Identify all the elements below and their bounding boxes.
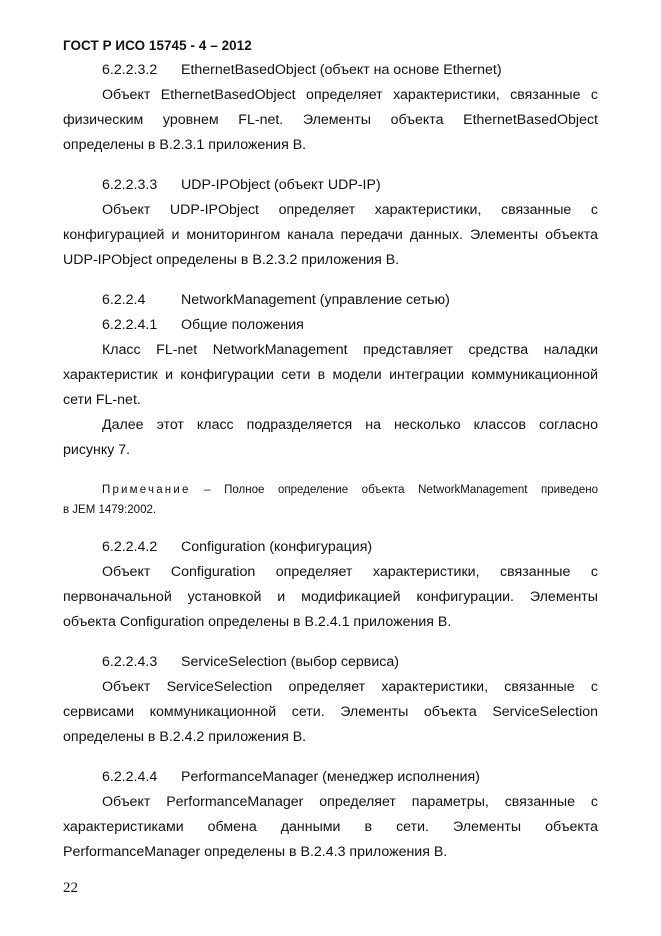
section-title: PerformanceManager (менеджер исполнения) xyxy=(181,769,480,785)
section-heading-6-2-2-3-3 xyxy=(102,176,598,194)
section-title: EthernetBasedObject (объект на основе Ethernet) xyxy=(181,62,502,78)
section-number: 6.2.2.4.2 xyxy=(102,539,158,555)
section-title: Общие положения xyxy=(181,317,304,333)
paragraph-line: объекта Configuration определены в В.2.4.1 приложения В. xyxy=(63,614,452,630)
section-heading-6-2-2-4-4 xyxy=(102,768,598,786)
paragraph-line: Объект ServiceSelection определяет характеристики, связанные с xyxy=(102,679,598,695)
paragraph-line: физическим уровнем FL-net. Элементы объекта EthernetBasedObject xyxy=(63,112,598,128)
section-title: UDP-IPObject (объект UDP-IP) xyxy=(181,177,381,193)
paragraph-line: Далее этот класс подразделяется на несколько классов согласно xyxy=(102,417,598,433)
paragraph-line: Объект Configuration определяет характеристики, связанные с xyxy=(102,564,598,580)
section-title: Configuration (конфигурация) xyxy=(181,539,373,555)
page-number: 22 xyxy=(63,880,78,896)
note-label: Примечание xyxy=(102,484,191,496)
section-number: 6.2.2.4 xyxy=(102,292,146,308)
section-heading-6-2-2-4-3 xyxy=(102,653,598,671)
section-number: 6.2.2.4.3 xyxy=(102,654,158,670)
paragraph-line: характеристиками обмена данными в сети. Элементы объекта xyxy=(63,819,598,835)
section-title: ServiceSelection (выбор сервиса) xyxy=(181,654,399,670)
document-header: ГОСТ Р ИСО 15745 - 4 – 2012 xyxy=(63,38,252,53)
paragraph-line: конфигурацией и мониторингом канала передачи данных. Элементы объекта xyxy=(63,227,598,243)
paragraph-line: UDP-IPObject определены в В.2.3.2 приложения В. xyxy=(63,252,400,268)
note-line: в JEM 1479:2002. xyxy=(63,504,157,516)
section-number: 6.2.2.4.1 xyxy=(102,317,158,333)
section-number: 6.2.2.4.4 xyxy=(102,769,158,785)
paragraph-line: Объект UDP-IPObject определяет характеристики, связанные с xyxy=(102,202,598,218)
paragraph-line: сервисами коммуникационной сети. Элементы объекта ServiceSelection xyxy=(63,704,598,720)
section-number: 6.2.2.3.2 xyxy=(102,62,158,78)
paragraph-line: определены в В.2.4.2 приложения В. xyxy=(63,729,307,745)
paragraph-line: Объект PerformanceManager определяет параметры, связанные с xyxy=(102,794,598,810)
section-heading-6-2-2-4-1 xyxy=(102,316,598,334)
paragraph-line: рисунку 7. xyxy=(63,442,131,458)
paragraph-line: сети FL-net. xyxy=(63,392,141,408)
section-heading-6-2-2-4 xyxy=(102,291,598,309)
note-line xyxy=(102,481,598,499)
paragraph-line: Объект EthernetBasedObject определяет характеристики, связанные с xyxy=(102,87,598,103)
paragraph-line: определены в В.2.3.1 приложения В. xyxy=(63,137,307,153)
paragraph-line: PerformanceManager определены в В.2.4.3 приложения В. xyxy=(63,844,448,860)
section-heading-6-2-2-3-2 xyxy=(102,61,598,79)
note-text: – Полное определение объекта NetworkManagement приведено xyxy=(204,484,599,496)
section-title: NetworkManagement (управление сетью) xyxy=(181,292,450,308)
paragraph-line: Класс FL-net NetworkManagement представляет средства наладки xyxy=(102,342,598,358)
section-heading-6-2-2-4-2 xyxy=(102,538,598,556)
section-number: 6.2.2.3.3 xyxy=(102,177,158,193)
paragraph-line: первоначальной установкой и модификацией конфигурации. Элементы xyxy=(63,589,598,605)
paragraph-line: характеристик и конфигурации сети в модели интеграции коммуникационной xyxy=(63,367,598,383)
